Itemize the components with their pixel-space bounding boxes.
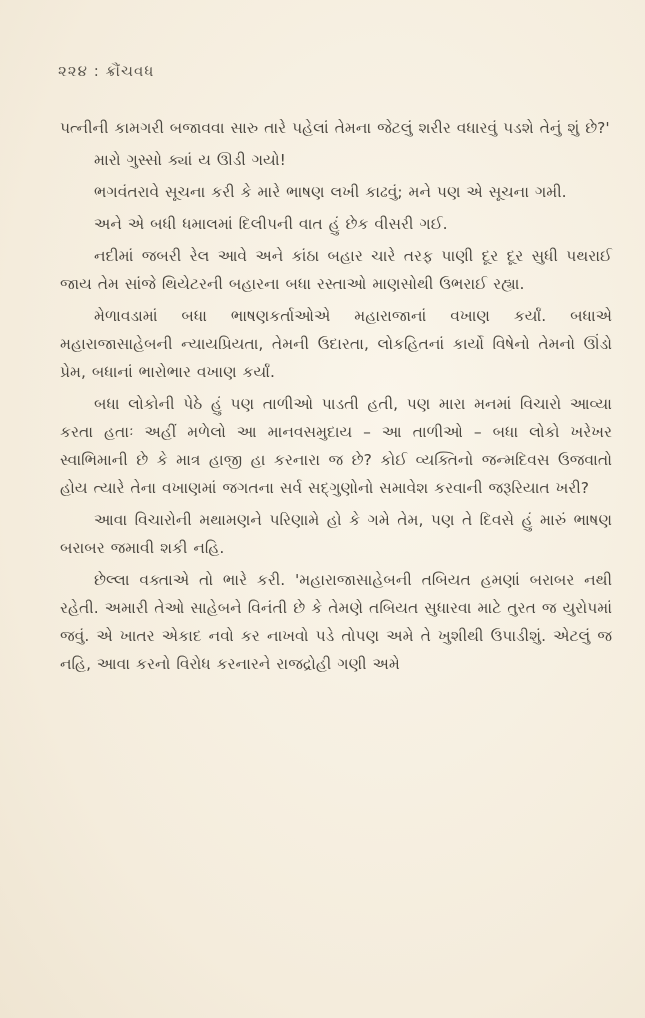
paragraph: છેલ્લા વક્તાએ તો ભારે કરી. 'મહારાજાસાહેબની તબિયત હમણાં બરાબર નથી રહેતી. અમારી તેઓ સાહેબને વિનંતી છે કે તેમણે તબિયત સુધારવા માટે તુરત જ યુરોપમાં જવું. એ ખાતર એકાદ નવો કર નાખવો પડે તોપણ અમે તે ખુશીથી ઉપાડીશું. એટલું જ નહિ, આવા કરનો વિરોધ કરનારને રાજદ્રોહી ગણી અમે <box>60 571 612 673</box>
paragraph: નદીમાં જબરી રેલ આવે અને કાંઠા બહાર ચારે તરફ પાણી દૂર દૂર સુધી પથરાઈ જાય તેમ સાંજે થિયેટરની બહારના બધા રસ્તાઓ માણસોથી ઉભરાઈ રહ્યા. <box>60 247 612 293</box>
paragraph: મેળાવડામાં બધા ભાષણકર્તાઓએ મહારાજાનાં વખાણ કર્યાં. બધાએ મહારાજાસાહેબની ન્યાયપ્રિયતા, તેમની ઉદારતા, લોકહિતનાં કાર્યો વિષેનો તેમનો ઊંડો પ્રેમ, બધાનાં ભારોભાર વખાણ કર્યાં. <box>60 307 612 381</box>
paragraph: પત્નીની કામગરી બજાવવા સારુ તારે પહેલાં તેમના જેટલું શરીર વધારવું પડશે તેનું શું છે?' <box>60 119 610 137</box>
paragraph: અને એ બધી ધમાલમાં દિલીપની વાત હું છેક વીસરી ગઈ. <box>94 215 448 233</box>
header-separator: : <box>93 62 100 80</box>
page-number: ૨૨૪ <box>58 62 88 80</box>
paragraph: મારો ગુસ્સો ક્યાં ય ઊડી ગયો! <box>94 151 286 169</box>
running-title: ક્રૌંચવધ <box>105 62 155 80</box>
paragraph: બધા લોકોની પેઠે હું પણ તાળીઓ પાડતી હતી, પણ મારા મનમાં વિચારો આવ્યા કરતા હતાઃ અહીં મળેલો આ માનવસમુદાય – આ તાળીઓ – બધા લોકો ખરેખર સ્વાભિમાની છે કે માત્ર હાજી હા કરનારા જ છે? કોઈ વ્યક્તિનો જન્મદિવસ ઉજવાતો હોય ત્યારે તેના વખાણમાં જગતના સર્વ સદ્‌ગુણોનો સમાવેશ કરવાની જરૂરિયાત ખરી? <box>60 395 612 497</box>
page-header <box>58 62 154 80</box>
paragraph: ભગવંતરાવે સૂચના કરી કે મારે ભાષણ લખી કાઢવું; મને પણ એ સૂચના ગમી. <box>94 183 567 201</box>
paragraph: આવા વિચારોની મથામણને પરિણામે હો કે ગમે તેમ, પણ તે દિવસે હું મારું ભાષણ બરાબર જમાવી શકી નહિ. <box>60 511 612 557</box>
body-text <box>60 114 612 682</box>
